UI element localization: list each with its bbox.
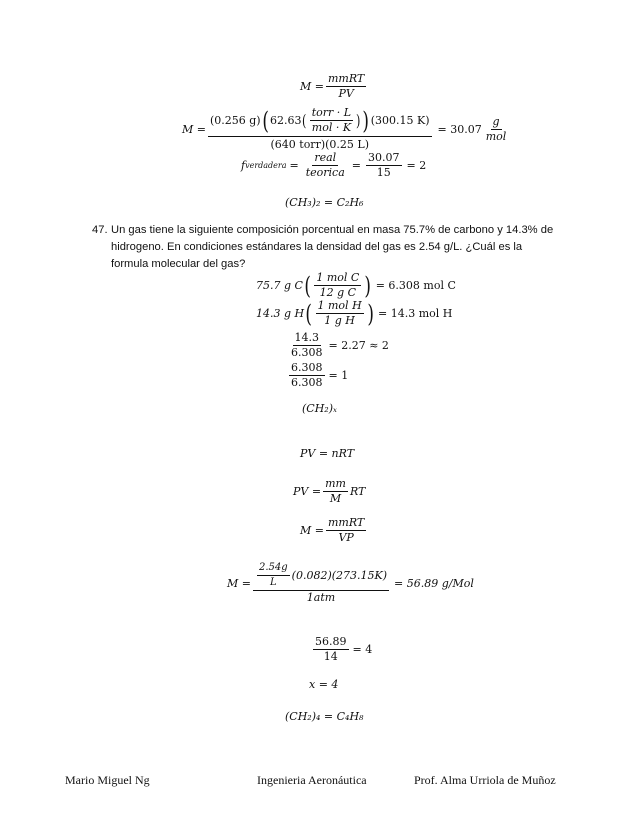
fraction (313, 636, 349, 663)
gas-constant-units (310, 107, 353, 134)
fraction-numerator (253, 562, 389, 591)
equation-rhs: RT (349, 485, 366, 498)
fraction-denominator: 1 g H (324, 314, 355, 327)
formula-text: (CH₂)ₓ (302, 402, 337, 415)
fraction-denominator: L (270, 577, 277, 588)
equation-result: = 30.07 (437, 122, 482, 136)
fraction-numerator: mmRT (327, 72, 365, 85)
fraction-numerator: 6.308 (291, 361, 323, 374)
footer-program: Ingenieria Aeronáutica (257, 773, 367, 787)
equation-lhs: M = (300, 524, 324, 537)
problem-number: 47. (92, 224, 108, 236)
big-fraction (253, 562, 389, 604)
equation-result: = 2 (406, 159, 427, 172)
equation-lhs: M = (300, 80, 324, 93)
fraction-denominator: teorica (305, 166, 345, 179)
big-fraction (208, 107, 432, 151)
equation-result: = 56.89 g/Mol (394, 576, 474, 590)
equation-result: = 6.308 mol C (375, 279, 456, 292)
formula-text: (CH₃)₂ = C₂H₆ (285, 196, 364, 209)
fraction-denominator: 1atm (306, 591, 336, 604)
left-paren: ( (305, 299, 313, 328)
fraction-numerator: 1 mol C (316, 271, 360, 284)
gas-constant-value: 62.63 (269, 113, 302, 127)
fraction (289, 332, 325, 359)
fraction-numerator: mmRT (327, 516, 365, 529)
problem-text: Un gas tiene la siguiente composición porcentual en masa 75.7% de carbono y 14.3% de hidrogeno. En condiciones estándares la densidad del gas es 2.54 g/L. ¿Cuál es la formula molecular del gas? (111, 224, 554, 270)
fraction-numerator: 1 mol H (317, 299, 362, 312)
right-paren: ) (364, 271, 372, 300)
fraction-numerator: 30.07 (368, 151, 400, 164)
fraction (326, 517, 366, 544)
fraction-denominator: (640 torr)(0.25 L) (270, 138, 369, 151)
conversion-fraction (316, 300, 364, 327)
true-factor-equation (241, 152, 426, 179)
final-molecular-formula (285, 710, 363, 723)
factor-symbol: f (241, 159, 246, 172)
molar-mass-calculation-2 (227, 562, 474, 604)
footer-professor: Prof. Alma Urriola de Muñoz (414, 773, 556, 787)
fraction-denominator: 6.308 (291, 376, 323, 389)
equation-lhs: M = (227, 576, 251, 590)
mass-term: (0.256 g) (209, 113, 261, 127)
fraction-numerator: real (314, 151, 337, 164)
left-paren: ( (304, 271, 311, 300)
footer-author: Mario Miguel Ng (65, 773, 150, 787)
problem-statement (92, 222, 562, 272)
conversion-fraction (314, 272, 361, 299)
right-paren: ) (367, 299, 374, 328)
factor-subscript: verdadera (245, 161, 287, 170)
fraction-denominator: PV (338, 87, 354, 100)
constant-temperature-term: (0.082)(273.15K) (291, 568, 388, 582)
equation-result: = 2.27 ≈ 2 (328, 339, 389, 352)
left-paren: ( (302, 110, 307, 130)
fraction-denominator: 14 (323, 650, 338, 663)
fraction (323, 478, 348, 505)
fraction-denominator: 6.308 (291, 346, 323, 359)
x-value (309, 678, 338, 691)
temperature-term: (300.15 K) (370, 113, 430, 127)
ideal-gas-mass-form (293, 478, 365, 505)
formula-text: PV = nRT (300, 447, 355, 460)
density-fraction (257, 562, 290, 589)
fraction (366, 152, 402, 179)
fraction-denominator: VP (338, 531, 354, 544)
fraction (326, 73, 366, 100)
equals-sign: = (351, 159, 361, 172)
molecular-formula-result (285, 196, 363, 209)
equation-result: = 4 (352, 643, 373, 656)
fraction-denominator: M (329, 492, 342, 505)
fraction-numerator: 56.89 (315, 635, 347, 648)
fraction-numerator: 2.54g (257, 562, 290, 576)
carbon-moles-equation (256, 272, 456, 299)
fraction-denominator: 15 (376, 166, 391, 179)
fraction-numerator: mm (325, 477, 346, 490)
ideal-gas-law (300, 447, 354, 460)
hydrogen-moles-equation (256, 300, 452, 327)
fraction (289, 362, 325, 389)
molar-mass-formula-2 (300, 517, 368, 544)
equation-result: = 1 (328, 369, 349, 382)
formula-text: x = 4 (309, 678, 339, 691)
fraction-denominator: mol (485, 129, 507, 143)
equation-lhs: M = (182, 122, 206, 136)
right-paren: ) (356, 110, 361, 130)
equation-result: = 14.3 mol H (378, 307, 453, 320)
fraction-numerator (208, 107, 432, 137)
empirical-formula (302, 402, 337, 415)
left-paren: ( (262, 106, 269, 135)
formula-text: (CH₂)₄ = C₄H₈ (285, 710, 364, 723)
unit-fraction (484, 116, 509, 143)
fraction-numerator: g (492, 114, 500, 128)
molar-mass-formula (300, 73, 368, 100)
equation-lhs: PV = (293, 485, 322, 498)
hydrogen-ratio-equation (287, 332, 389, 359)
fraction-numerator: torr · L (311, 106, 352, 119)
fraction (304, 152, 347, 179)
fraction-denominator: mol · K (311, 121, 352, 134)
fraction-numerator: 14.3 (294, 331, 319, 344)
molar-mass-calculation (182, 107, 510, 151)
carbon-ratio-equation (287, 362, 348, 389)
fraction-denominator: 12 g C (319, 286, 357, 299)
equals-sign: = (289, 159, 299, 172)
carbon-mass: 75.7 g C (256, 279, 303, 292)
hydrogen-mass: 14.3 g H (256, 307, 305, 320)
multiplier-equation (311, 636, 372, 663)
right-paren: ) (362, 106, 370, 135)
